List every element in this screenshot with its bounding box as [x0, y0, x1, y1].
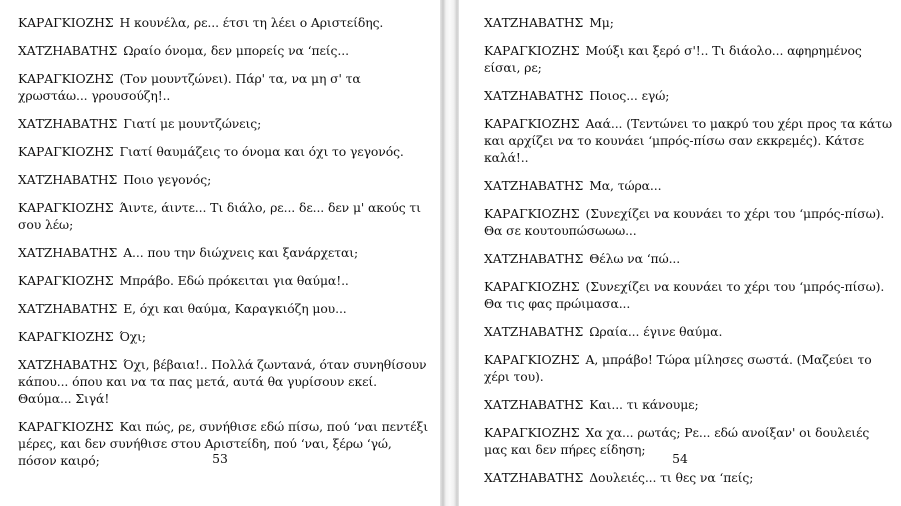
speaker-name: ΧΑΤΖΗΑΒΑΤΗΣ [18, 43, 118, 58]
page-number-left: 53 [212, 451, 228, 466]
dialogue-text: Ωραίο όνομα, δεν μπορείς να ‘πείς... [123, 43, 349, 58]
dialogue-text: Μούξι και ξερό σ'!.. Τι διάολο... αφηρημένος είσαι, ρε; [484, 43, 862, 75]
speaker-name: ΚΑΡΑΓΚΙΟΖΗΣ [484, 279, 580, 294]
speaker-name: ΚΑΡΑΓΚΙΟΖΗΣ [484, 352, 580, 367]
dialogue-text: Α... που την διώχνεις και ξανάρχεται; [123, 245, 359, 260]
dialogue-line [484, 323, 893, 340]
page-number-right: 54 [672, 451, 688, 466]
dialogue-line [484, 351, 893, 385]
dialogue-text: Μα, τώρα... [589, 178, 662, 193]
dialogue-text: (Συνεχίζει να κουνάει το χέρι του ‘μπρός-πίσω). Θα τις φας πρώιμασα... [484, 279, 885, 311]
speaker-name: ΧΑΤΖΗΑΒΑΤΗΣ [18, 301, 118, 316]
right-page [459, 0, 901, 506]
dialogue-text: Θέλω να ‘πώ... [589, 251, 681, 266]
dialogue-text: Ποιο γεγονός; [123, 172, 212, 187]
speaker-name: ΧΑΤΖΗΑΒΑΤΗΣ [484, 324, 584, 339]
speaker-name: ΧΑΤΖΗΑΒΑΤΗΣ [484, 88, 584, 103]
dialogue-line [18, 300, 432, 317]
dialogue-line [18, 328, 432, 345]
speaker-name: ΧΑΤΖΗΑΒΑΤΗΣ [484, 251, 584, 266]
dialogue-line [484, 42, 893, 76]
speaker-name: ΚΑΡΑΓΚΙΟΖΗΣ [484, 425, 580, 440]
dialogue-line [18, 70, 432, 104]
dialogue-line [18, 244, 432, 261]
speaker-name: ΚΑΡΑΓΚΙΟΖΗΣ [484, 206, 580, 221]
dialogue-text: Μμ; [589, 15, 614, 30]
speaker-name: ΧΑΤΖΗΑΒΑΤΗΣ [484, 15, 584, 30]
dialogue-text: Άιντε, άιντε... Τι διάλο, ρε... δε... δεν μ' ακούς τι σου λέω; [18, 200, 421, 232]
dialogue-line [18, 272, 432, 289]
left-dialogue [18, 14, 432, 469]
dialogue-line [484, 177, 893, 194]
dialogue-line [484, 396, 893, 413]
dialogue-line [484, 469, 893, 486]
dialogue-line [484, 250, 893, 267]
dialogue-line [18, 14, 432, 31]
dialogue-text: Και... τι κάνουμε; [589, 397, 699, 412]
book-gutter [440, 0, 459, 506]
speaker-name: ΚΑΡΑΓΚΙΟΖΗΣ [484, 43, 580, 58]
speaker-name: ΧΑΤΖΗΑΒΑΤΗΣ [484, 470, 584, 485]
dialogue-text: Η κουνέλα, ρε... έτσι τη λέει ο Αριστείδης. [119, 15, 384, 30]
dialogue-text: (Τον μουντζώνει). Πάρ' τα, να μη σ' τα χρωστάω... γρουσούζη!.. [18, 71, 361, 103]
speaker-name: ΚΑΡΑΓΚΙΟΖΗΣ [18, 419, 114, 434]
dialogue-text: Ποιος... εγώ; [589, 88, 670, 103]
dialogue-line [484, 278, 893, 312]
speaker-name: ΚΑΡΑΓΚΙΟΖΗΣ [18, 200, 114, 215]
right-dialogue [484, 14, 893, 486]
dialogue-text: Ωραία... έγινε θαύμα. [589, 324, 723, 339]
speaker-name: ΧΑΤΖΗΑΒΑΤΗΣ [18, 116, 118, 131]
left-page [0, 0, 440, 506]
speaker-name: ΧΑΤΖΗΑΒΑΤΗΣ [18, 357, 118, 372]
speaker-name: ΚΑΡΑΓΚΙΟΖΗΣ [484, 116, 580, 131]
dialogue-line [484, 115, 893, 166]
dialogue-text: Δουλειές... τι θες να ‘πείς; [589, 470, 754, 485]
dialogue-text: Μπράβο. Εδώ πρόκειται για θαύμα!.. [119, 273, 349, 288]
dialogue-line [484, 205, 893, 239]
dialogue-text: Ε, όχι και θαύμα, Καραγκιόζη μου... [123, 301, 347, 316]
speaker-name: ΚΑΡΑΓΚΙΟΖΗΣ [18, 144, 114, 159]
dialogue-line [18, 115, 432, 132]
dialogue-line [18, 199, 432, 233]
dialogue-text: Όχι, βέβαια!.. Πολλά ζωντανά, όταν συνηθίσουν κάπου... όπου και να τα πας μετά, αυτά θα γυρίσουν εκεί. Θαύμα... Σιγά! [18, 357, 427, 406]
dialogue-line [18, 171, 432, 188]
dialogue-text: Γιατί θαυμάζεις το όνομα και όχι το γεγονός. [119, 144, 404, 159]
speaker-name: ΚΑΡΑΓΚΙΟΖΗΣ [18, 15, 114, 30]
dialogue-text: Όχι; [119, 329, 146, 344]
dialogue-text: Χα χα... ρωτάς; Ρε... εδώ ανοίξαν' οι δουλειές μας και δεν πήρες είδηση; [484, 425, 870, 457]
speaker-name: ΚΑΡΑΓΚΙΟΖΗΣ [18, 71, 114, 86]
speaker-name: ΧΑΤΖΗΑΒΑΤΗΣ [18, 245, 118, 260]
dialogue-line [18, 356, 432, 407]
speaker-name: ΧΑΤΖΗΑΒΑΤΗΣ [18, 172, 118, 187]
dialogue-text: Ααά... (Τεντώνει το μακρύ του χέρι προς τα κάτω και αρχίζει να το κουνάει ‘μπρός-πίσω σαν εκκρεμές). Κάτσε καλά!.. [484, 116, 892, 165]
dialogue-text: (Συνεχίζει να κουνάει το χέρι του ‘μπρός-πίσω). Θα σε κουτουπώσωωω... [484, 206, 885, 238]
dialogue-line [18, 143, 432, 160]
dialogue-line [484, 87, 893, 104]
speaker-name: ΧΑΤΖΗΑΒΑΤΗΣ [484, 397, 584, 412]
dialogue-line [484, 14, 893, 31]
dialogue-text: Α, μπράβο! Τώρα μίλησες σωστά. (Μαζεύει το χέρι του). [484, 352, 872, 384]
speaker-name: ΚΑΡΑΓΚΙΟΖΗΣ [18, 329, 114, 344]
dialogue-text: Και πώς, ρε, συνήθισε εδώ πίσω, πού ‘ναι πεντέξι μέρες, και δεν συνήθισε στου Αριστείδη, πού ‘ναι, ξέρω ‘γώ, πόσον καιρό; [18, 419, 428, 468]
dialogue-line [18, 42, 432, 59]
dialogue-text: Γιατί με μουντζώνεις; [123, 116, 262, 131]
speaker-name: ΚΑΡΑΓΚΙΟΖΗΣ [18, 273, 114, 288]
speaker-name: ΧΑΤΖΗΑΒΑΤΗΣ [484, 178, 584, 193]
